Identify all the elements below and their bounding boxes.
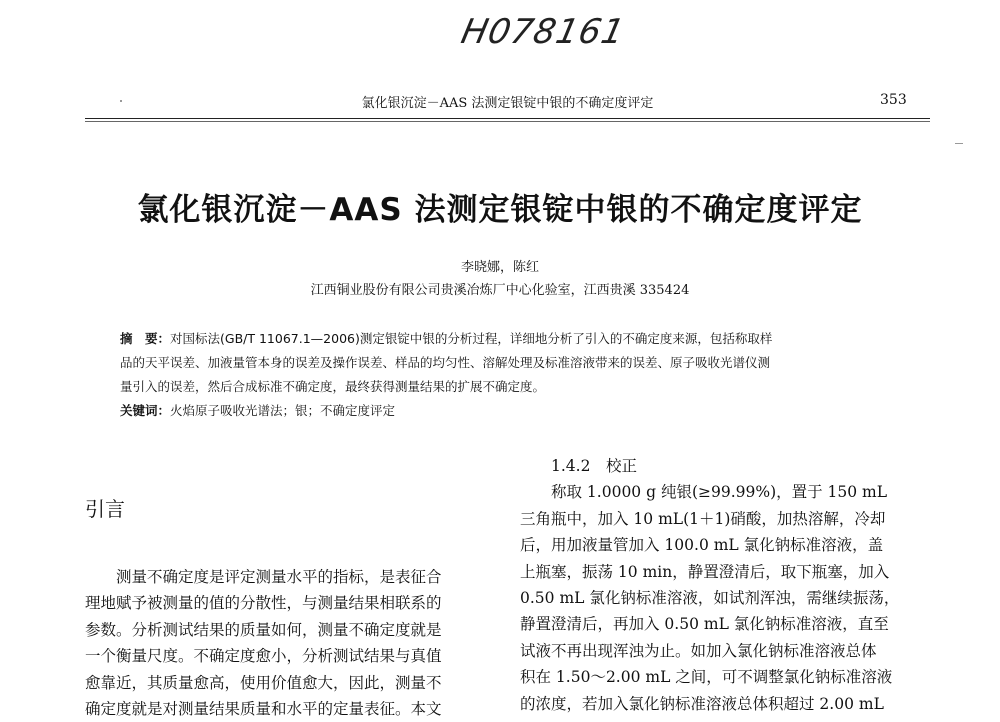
affiliation: 江西铜业股份有限公司贵溪冶炼厂中心化验室，江西贵溪 335424 [310, 283, 690, 298]
body-line: 理地赋予被测量的值的分散性，与测量结果相联系的 [85, 594, 442, 613]
body-line: 测量不确定度是评定测量水平的指标，是表征合 [116, 568, 442, 586]
body-line: 参数。分析测试结果的质量如何，测量不确定度就是 [85, 620, 442, 639]
body-line: 一个衡量尺度。不确定度愈小，分析测试结果与真值 [85, 647, 442, 666]
body-line: 的浓度，若加入氯化钠标准溶液总体积超过 2.00 mL [520, 694, 884, 713]
abstract-label: 摘 要： [120, 331, 171, 346]
abstract-line: 量引入的误差，然后合成标准不确定度，最终获得测量结果的扩展不确定度。 [120, 379, 546, 394]
body-line: 后，用加液量管加入 100.0 mL 氯化钠标准溶液，盖 [520, 536, 884, 555]
header-rule [85, 118, 930, 119]
body-line: 上瓶塞，振荡 10 min，静置澄清后，取下瓶塞，加入 [520, 562, 890, 581]
abstract [120, 327, 920, 423]
keywords-label: 关键词： [120, 403, 171, 418]
subsection-heading: 1.4.2 校正 [551, 457, 637, 475]
body-line: 愈靠近，其质量愈高，使用价值愈大，因此，测量不 [85, 673, 442, 692]
abstract-line: 品的天平误差、加液量管本身的误差及操作误差、样品的均匀性、溶解处理及标准溶液带来的误差、原子吸收光谱仪测 [120, 355, 771, 370]
body-line: 静置澄清后，再加入 0.50 mL 氯化钠标准溶液，直至 [520, 615, 889, 634]
abstract-line: 对国标法(GB/T 11067.1—2006)测定银锭中银的分析过程，详细地分析了引入的不确定度来源，包括称取样 [170, 331, 773, 346]
header-rule-thin [85, 121, 930, 122]
paper-title: 氯化银沉淀－AAS 法测定银锭中银的不确定度评定 [137, 192, 863, 228]
keywords: 火焰原子吸收光谱法；银；不确定度评定 [170, 403, 396, 418]
authors: 李晓娜，陈红 [460, 260, 539, 275]
left-column [85, 564, 490, 722]
scan-mark [955, 143, 963, 144]
body-line: 0.50 mL 氯化钠标准溶液，如试剂浑浊，需继续振荡， [520, 589, 900, 608]
running-header: 氯化银沉淀－AAS 法测定银锭中银的不确定度评定 [361, 96, 654, 111]
body-line: 确定度就是对测量结果质量和水平的定量表征。本文 [85, 700, 442, 719]
right-column [520, 453, 925, 717]
body-line: 试液不再出现浑浊为止。如加入氯化钠标准溶液总体 [520, 641, 877, 660]
section-heading-intro: 引言 [85, 497, 125, 521]
body-line: 称取 1.0000 g 纯银(≥99.99%)，置于 150 mL [551, 483, 888, 502]
body-line: 积在 1.50～2.00 mL 之间，可不调整氯化钠标准溶液 [520, 668, 893, 687]
body-line: 三角瓶中，加入 10 mL(1＋1)硝酸，加热溶解，冷却 [520, 509, 886, 528]
handwritten-note: H078161 [457, 12, 629, 52]
page-number: 353 [880, 92, 907, 108]
